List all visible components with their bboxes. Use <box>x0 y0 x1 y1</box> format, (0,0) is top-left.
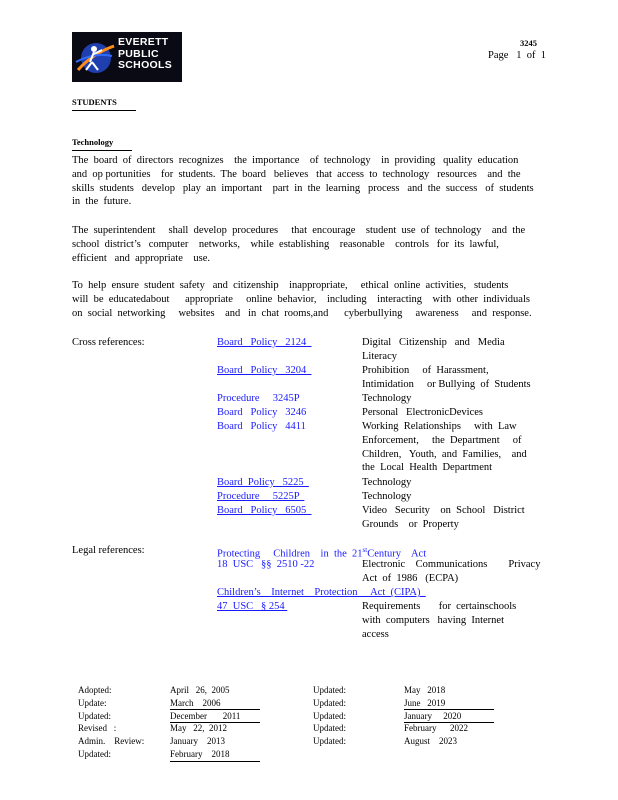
cross-reference-description: Technology <box>362 491 412 502</box>
paragraph-line: and op portunities for students. The board believes that access to technology resources and the <box>72 168 521 180</box>
paragraph-line: on social networking websites and in chat rooms,and cyberbullying awareness and response. <box>72 307 532 319</box>
cross-reference-link[interactable]: Board Policy 6505 <box>217 505 312 516</box>
legal-reference-description: Electronic Communications Privacy <box>362 559 541 570</box>
legal-reference-text: 47 USC § 254 <box>217 601 288 612</box>
cross-reference-description: Working Relationships with Law <box>362 421 517 432</box>
cross-references-label: Cross references: <box>72 337 145 348</box>
logo-emblem-icon <box>72 32 118 82</box>
history-date: August 2023 <box>404 736 458 747</box>
paragraph-line: will be educatedabout appropriate online behavior, including interacting with other individuals <box>72 293 530 305</box>
policy-title: Technology <box>72 136 132 151</box>
history-date: May 22, 2012 <box>170 723 227 734</box>
legal-reference-description: with computers having Internet <box>362 614 505 626</box>
legal-reference-link <box>217 558 314 572</box>
history-label: Updated: <box>313 723 346 734</box>
paragraph-line: To help ensure student safety and citizenship inappropriate, ethical online activities, students <box>72 280 509 291</box>
cross-reference-description: Children, Youth, and Families, and <box>362 448 527 460</box>
legal-reference-superscript: st <box>362 546 368 554</box>
cross-reference-description: Enforcement, the Department of <box>362 434 522 446</box>
legal-reference-text: 18 USC §§ 2510 -22 <box>217 559 315 570</box>
cross-reference-description: Personal ElectronicDevices <box>362 407 483 418</box>
legal-reference-description: Requirements for certainschools <box>362 601 517 612</box>
legal-reference-text: Children’s Internet Protection Act (CIPA) <box>217 587 426 598</box>
paragraph-line: in the future. <box>72 196 132 208</box>
history-date: February 2018 <box>170 748 260 762</box>
history-date: January 2013 <box>170 736 225 747</box>
page-indicator: Page 1 of 1 <box>488 50 547 61</box>
legal-reference-text-tail: Century Act <box>367 548 427 560</box>
cross-reference-description: Intimidation or Bullying of Students <box>362 378 531 390</box>
legal-reference-link[interactable] <box>217 600 287 614</box>
cross-reference-description: Technology <box>362 393 412 404</box>
cross-reference-description: Digital Citizenship and Media <box>362 337 505 348</box>
cross-reference-description: Literacy <box>362 350 397 362</box>
history-label: Updated: <box>313 710 346 721</box>
section-heading: STUDENTS <box>72 96 136 111</box>
history-label: Updated: <box>313 685 346 695</box>
history-label: Adopted: <box>78 685 112 695</box>
logo-wordmark: EVERETT PUBLIC SCHOOLS <box>118 36 173 71</box>
cross-reference-link[interactable]: Procedure 5225P <box>217 491 305 502</box>
history-label: Revised : <box>78 723 117 734</box>
history-label: Updated: <box>313 736 346 747</box>
cross-reference-link: Board Policy 3246 <box>217 407 307 418</box>
cross-reference-description: Prohibition of Harassment, <box>362 365 489 376</box>
cross-reference-link[interactable]: Board Policy 2124 <box>217 337 312 348</box>
document-number: 3245 <box>520 38 537 48</box>
history-date: February 2022 <box>404 723 468 734</box>
district-logo <box>72 32 182 82</box>
legal-references-label: Legal references: <box>72 545 145 556</box>
cross-reference-description: Video Security on School District <box>362 505 525 516</box>
cross-reference-link[interactable]: Board Policy 5225 <box>217 477 309 488</box>
paragraph-line: efficient and appropriate use. <box>72 252 211 264</box>
history-date: March 2006 <box>170 697 260 711</box>
history-label: Updated: <box>78 749 111 759</box>
history-label: Updated: <box>313 697 346 708</box>
history-date: December 2011 <box>170 710 260 724</box>
cross-reference-link: Procedure 3245P <box>217 393 300 404</box>
cross-reference-description: Technology <box>362 477 412 488</box>
cross-reference-link[interactable]: Board Policy 3204 <box>217 365 312 376</box>
paragraph-line: The board of directors recognizes the importance of technology in providing quality education <box>72 155 519 166</box>
legal-reference-description: access <box>362 628 389 640</box>
history-date: May 2018 <box>404 685 446 695</box>
history-label: Updated: <box>78 710 111 721</box>
history-date: January 2020 <box>404 710 494 724</box>
paragraph-line: school district’s computer networks, while establishing reasonable controls for its lawful, <box>72 238 499 250</box>
cross-reference-description: Grounds or Property <box>362 518 459 530</box>
legal-reference-text: Protecting Children in the 21 <box>217 548 363 560</box>
cross-reference-description: the Local Health Department <box>362 462 493 474</box>
cross-reference-link: Board Policy 4411 <box>217 421 306 432</box>
history-date: June 2019 <box>404 697 494 711</box>
history-label: Update: <box>78 697 107 708</box>
history-date: April 26, 2005 <box>170 685 230 695</box>
paragraph-line: The superintendent shall develop procedures that encourage student use of technology and the <box>72 225 526 236</box>
legal-reference-description: Act of 1986 (ECPA) <box>362 572 459 584</box>
history-label: Admin. Review: <box>78 736 145 747</box>
legal-reference-link[interactable] <box>217 586 426 600</box>
paragraph-line: skills students develop play an important part in the learning process and the success of students <box>72 182 534 194</box>
